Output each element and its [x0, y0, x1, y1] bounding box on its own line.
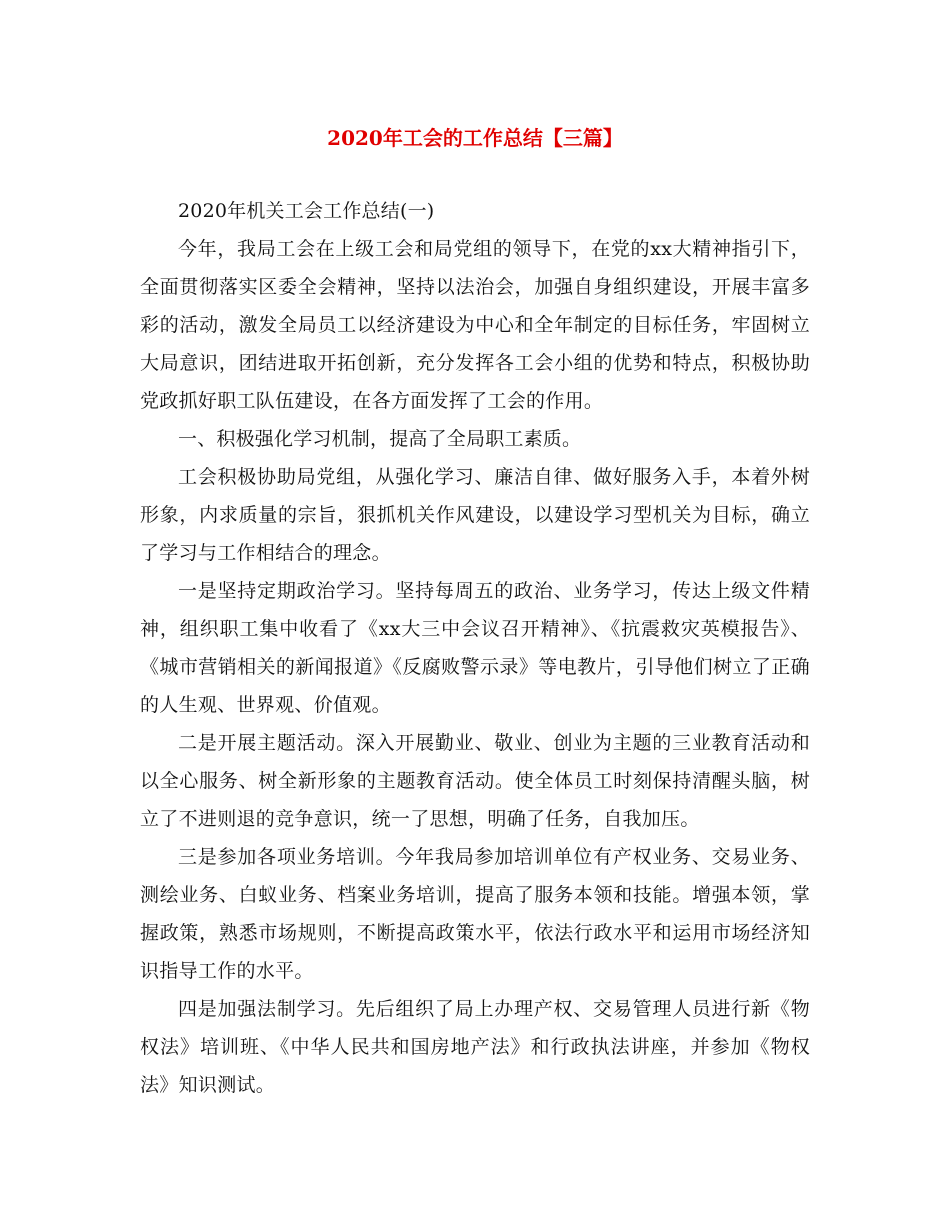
paragraph: 四是加强法制学习。先后组织了局上办理产权、交易管理人员进行新《物权法》培训班、《中华人民共和国房地产法》和行政执法讲座，并参加《物权法》知识测试。 — [140, 998, 810, 1096]
subsection-heading: 一、积极强化学习机制，提高了全局职工素质。 — [178, 428, 582, 450]
document-body — [140, 192, 810, 1104]
section-heading: 2020年机关工会工作总结(一) — [178, 200, 435, 222]
paragraph: 工会积极协助局党组，从强化学习、廉洁自律、做好服务入手，本着外树形象，内求质量的宗旨，狠抓机关作风建设，以建设学习型机关为目标，确立了学习与工作相结合的理念。 — [140, 466, 810, 564]
paragraph: 一是坚持定期政治学习。坚持每周五的政治、业务学习，传达上级文件精神，组织职工集中收看了《xx大三中会议召开精神》、《抗震救灾英模报告》、《城市营销相关的新闻报道》《反腐败警示录》等电教片，引导他们树立了正确的人生观、世界观、价值观。 — [140, 580, 810, 716]
paragraph: 今年，我局工会在上级工会和局党组的领导下，在党的xx大精神指引下，全面贯彻落实区委全会精神，坚持以法治会，加强自身组织建设，开展丰富多彩的活动，激发全局员工以经济建设为中心和全年制定的目标任务，牢固树立大局意识，团结进取开拓创新，充分发挥各工会小组的优势和特点，积极协助党政抓好职工队伍建设，在各方面发挥了工会的作用。 — [140, 238, 810, 412]
paragraph: 三是参加各项业务培训。今年我局参加培训单位有产权业务、交易业务、测绘业务、白蚁业务、档案业务培训，提高了服务本领和技能。增强本领，掌握政策，熟悉市场规则，不断提高政策水平，依法行政水平和运用市场经济知识指导工作的水平。 — [140, 846, 810, 982]
paragraph: 二是开展主题活动。深入开展勤业、敬业、创业为主题的三业教育活动和以全心服务、树全新形象的主题教育活动。使全体员工时刻保持清醒头脑，树立了不进则退的竞争意识，统一了思想，明确了任务，自我加压。 — [140, 732, 810, 830]
document-title: 2020年工会的工作总结【三篇】 — [327, 126, 623, 150]
